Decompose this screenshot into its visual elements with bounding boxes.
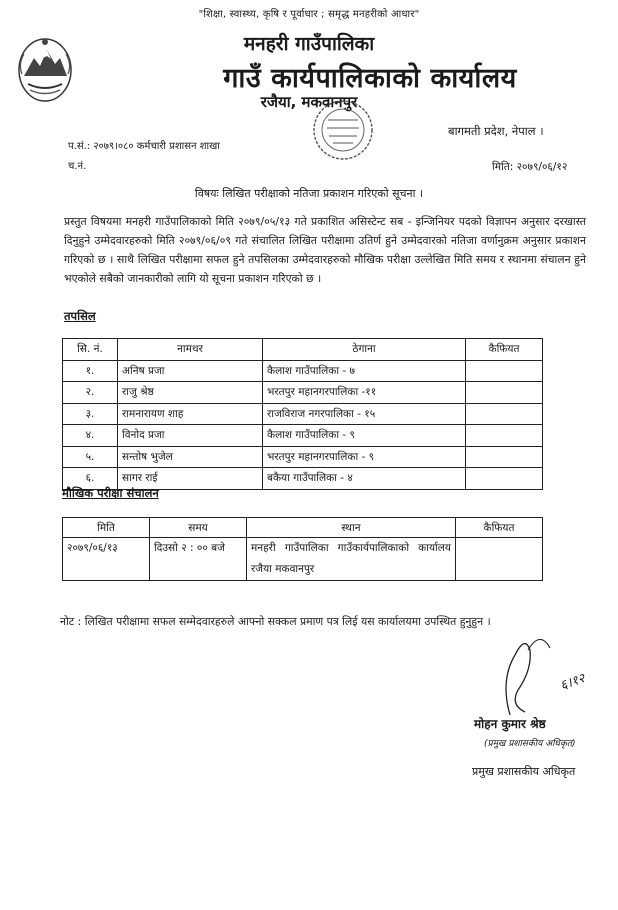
name-cell: रामनारायण शाह <box>118 403 263 425</box>
notice-date: मिति: २०७९/०६/१२ <box>492 161 568 173</box>
column-header: कैफियत <box>466 339 543 361</box>
remarks-cell <box>456 538 543 581</box>
remarks-cell <box>466 382 543 404</box>
column-header: समय <box>150 518 247 538</box>
column-header: सि. नं. <box>63 339 118 361</box>
body-paragraph: प्रस्तुत विषयमा मनहरी गाउँपालिकाको मिति २०७९/०५/१३ गते प्रकाशित असिस्टेन्ट सब - इन्जिनियर पदको विज्ञापन अनुसार दरखास्त दिनुहुने उम्मेदवारहरुको मिति २०७९/०६/०९ गते संचालित लिखित परीक्षामा उतिर्ण हुने उम्मेदवारको नतिजा वर्णानुक्रम अनुसार प्रकाशन गरिएको छ । साथै लिखित परीक्षामा सफल हुने तपसिलका उम्मेदवारहरुको मौखिक परीक्षा उल्लेखित मिति समय र स्थानमा संचालन हुने भएकोले सबैको जानकारीको लागि यो सूचना प्रकाशन गरिएको छ । <box>64 215 586 285</box>
table-header-row <box>63 339 543 361</box>
remarks-cell <box>466 425 543 447</box>
reference-number: प.सं.: २०७९।०८० कर्मचारी प्रशासन शाखा <box>68 141 220 152</box>
organization-name: मनहरी गाउँपालिका <box>243 33 375 55</box>
office-stamp <box>303 98 383 162</box>
motto: "शिक्षा, स्वास्थ्य, कृषि र पूर्वाधार ; समृद्ध मनहरीको आधार" <box>198 9 420 20</box>
table-row <box>63 425 543 447</box>
handwritten-date-note: ६।१२ <box>558 671 588 694</box>
address-cell: भरतपुर महानगरपालिका -११ <box>263 382 466 404</box>
signatory-name: मोहन कुमार श्रेष्ठ <box>474 717 546 731</box>
column-header: स्थान <box>247 518 456 538</box>
table-header-row <box>63 518 543 538</box>
results-heading: तपसिल <box>64 309 96 323</box>
serial-cell: १. <box>63 360 118 382</box>
remarks-cell <box>466 468 543 490</box>
table-row <box>63 382 543 404</box>
province: बागमती प्रदेश, नेपाल । <box>448 124 544 138</box>
signature-scribble <box>470 620 610 720</box>
oral-exam-heading: मौखिक परीक्षा संचालन <box>62 486 159 500</box>
remarks-cell <box>466 446 543 468</box>
table-row <box>63 446 543 468</box>
address-cell: भरतपुर महानगरपालिका - ९ <box>263 446 466 468</box>
time-cell: दिउसो २ : ०० बजे <box>150 538 247 581</box>
signatory-role-handwritten: (प्रमुख प्रशासकीय अधिकृत) <box>484 739 576 749</box>
column-header: नामथर <box>118 339 263 361</box>
column-header: कैफियत <box>456 518 543 538</box>
date-cell: २०७९/०६/१३ <box>63 538 150 581</box>
remarks-cell <box>466 360 543 382</box>
serial-cell: ४. <box>63 425 118 447</box>
subject-line: विषयः लिखित परीक्षाको नतिजा प्रकाशन गरिएको सूचना । <box>194 187 424 200</box>
venue-cell: मनहरी गाउँपालिका गाउँकार्यपालिकाको कार्यालय रजैया मकवानपुर <box>247 538 456 581</box>
office-address: रजैया, मकवानपुर <box>260 93 358 111</box>
address-cell: राजविराज नगरपालिका - १५ <box>263 403 466 425</box>
column-header: ठेगाना <box>263 339 466 361</box>
serial-cell: ६. <box>63 468 118 490</box>
table-row <box>63 538 543 581</box>
table-row <box>63 360 543 382</box>
name-cell: राजु श्रेष्ठ <box>118 382 263 404</box>
address-cell: कैलाश गाउँपालिका - ९ <box>263 425 466 447</box>
results-table <box>62 338 543 490</box>
address-cell: कैलाश गाउँपालिका - ७ <box>263 360 466 382</box>
table-row <box>63 403 543 425</box>
name-cell: सागर राई <box>118 468 263 490</box>
office-name: गाउँ कार्यपालिकाको कार्यालय <box>223 63 517 94</box>
dispatch-number: च.नं. <box>68 161 87 172</box>
serial-cell: ३. <box>63 403 118 425</box>
serial-cell: ५. <box>63 446 118 468</box>
note-text: नोट : लिखित परीक्षामा सफल सम्मेदवारहरुले आफ्नो सक्कल प्रमाण पत्र लिई यस कार्यालयमा उपस्थित हुनुहुन । <box>60 615 491 628</box>
remarks-cell <box>466 403 543 425</box>
name-cell: अनिष प्रजा <box>118 360 263 382</box>
oral-exam-table <box>62 517 543 581</box>
name-cell: विनोद प्रजा <box>118 425 263 447</box>
name-cell: सन्तोष भुजेल <box>118 446 263 468</box>
address-cell: बकैया गाउँपालिका - ४ <box>263 468 466 490</box>
serial-cell: २. <box>63 382 118 404</box>
column-header: मिति <box>63 518 150 538</box>
signatory-title: प्रमुख प्रशासकीय अधिकृत <box>472 765 576 778</box>
